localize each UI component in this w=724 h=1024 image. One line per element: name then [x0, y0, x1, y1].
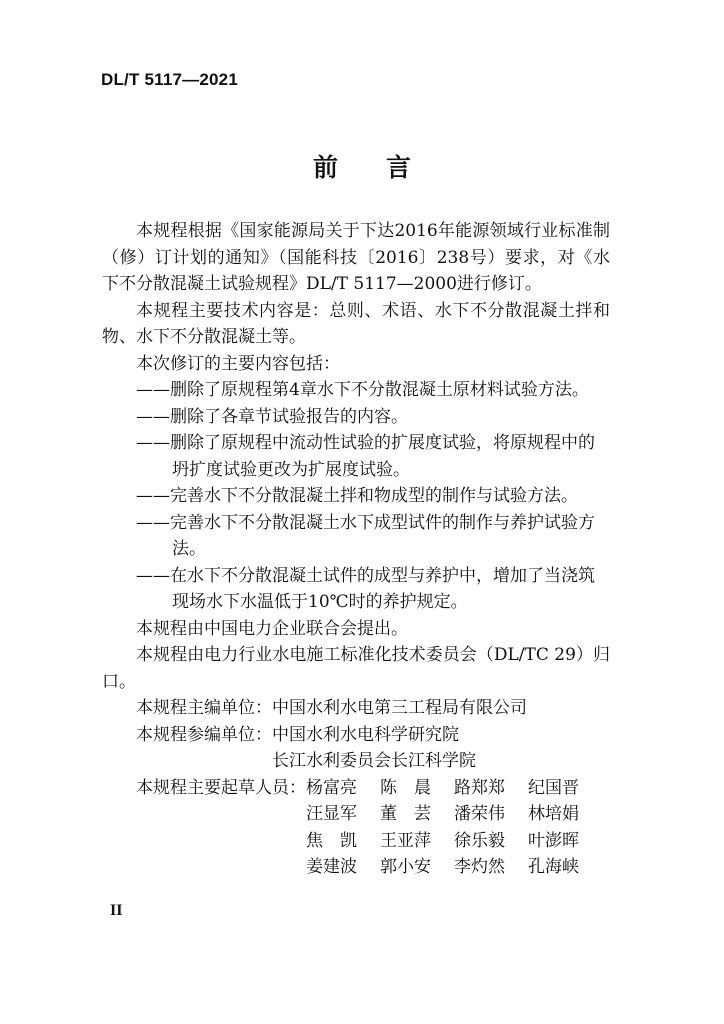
drafters-label: 本规程主要起草人员： [136, 777, 306, 798]
editor-label: 本规程主编单位： [136, 698, 272, 718]
drafter-row [306, 775, 602, 802]
drafter-name: 姜建波 [306, 857, 357, 877]
drafter-name: 林培娟 [528, 804, 579, 824]
revision-item: ——删除了各章节试验报告的内容。 [136, 406, 408, 427]
drafter-row [306, 828, 602, 855]
drafter-name: 纪国晋 [528, 777, 579, 798]
paragraph: 本规程由电力行业水电施工标准化技术委员会（DL/TC 29）归口。 [102, 645, 610, 692]
paragraph: 本规程根据《国家能源局关于下达2016年能源领域行业标准制（修）订计划的通知》（国能科技〔2016〕238号）要求，对《水下不分散混凝土试验规程》DL/T 5117—2000进行修订。 [102, 221, 610, 294]
editor-value: 中国水利水电第三工程局有限公司 [272, 698, 527, 718]
drafter-row [306, 801, 602, 828]
drafter-name: 叶澎晖 [528, 830, 579, 851]
drafter-name: 孔海峡 [528, 857, 579, 877]
standard-number: DL/T 5117—2021 [101, 70, 238, 89]
drafter-row [306, 854, 602, 881]
revision-item: ——完善水下不分散混凝土拌和物成型的制作与试验方法。 [136, 486, 578, 506]
participants-label: 本规程参编单位： [136, 724, 272, 745]
revision-item: ——删除了原规程中流动性试验的扩展度试验，将原规程中的坍扩度试验更改为扩展度试验。 [136, 433, 595, 480]
paragraph: 本次修订的主要内容包括： [136, 353, 340, 374]
drafter-name: 董 芸 [380, 804, 431, 824]
editor-unit [102, 695, 610, 722]
revision-item: ——删除了原规程第4章水下不分散混凝土原材料试验方法。 [136, 380, 589, 400]
drafter-name: 汪显军 [306, 804, 357, 824]
revision-item: ——在水下不分散混凝土试件的成型与养护中，增加了当浇筑现场水下水温低于10℃时的养护规定。 [136, 565, 595, 612]
drafter-name: 李灼然 [454, 857, 505, 877]
revision-item: ——完善水下不分散混凝土水下成型试件的制作与养护试验方法。 [136, 512, 595, 559]
drafter-name: 徐乐毅 [454, 830, 505, 851]
drafter-name: 潘荣伟 [454, 804, 505, 824]
title-char-2: 言 [386, 153, 412, 182]
drafters [102, 775, 610, 881]
paragraph: 本规程主要技术内容是：总则、术语、水下不分散混凝土拌和物、水下不分散混凝土等。 [102, 300, 610, 347]
participant-units [102, 722, 610, 775]
drafter-name: 郭小安 [380, 857, 431, 877]
participant-unit: 中国水利水电科学研究院 [272, 724, 459, 745]
drafter-name: 杨富亮 [306, 777, 357, 798]
drafter-name: 王亚萍 [380, 830, 431, 851]
foreword-body [102, 218, 610, 881]
page-title [0, 148, 724, 184]
paragraph: 本规程由中国电力企业联合会提出。 [136, 618, 408, 639]
participant-unit: 长江水利委员会长江科学院 [272, 751, 476, 771]
page-number: II [110, 902, 123, 919]
drafter-name: 陈 晨 [380, 777, 431, 798]
title-char-1: 前 [312, 153, 338, 182]
drafter-name: 焦 凯 [306, 830, 357, 851]
drafter-name: 路郑郑 [454, 777, 505, 798]
